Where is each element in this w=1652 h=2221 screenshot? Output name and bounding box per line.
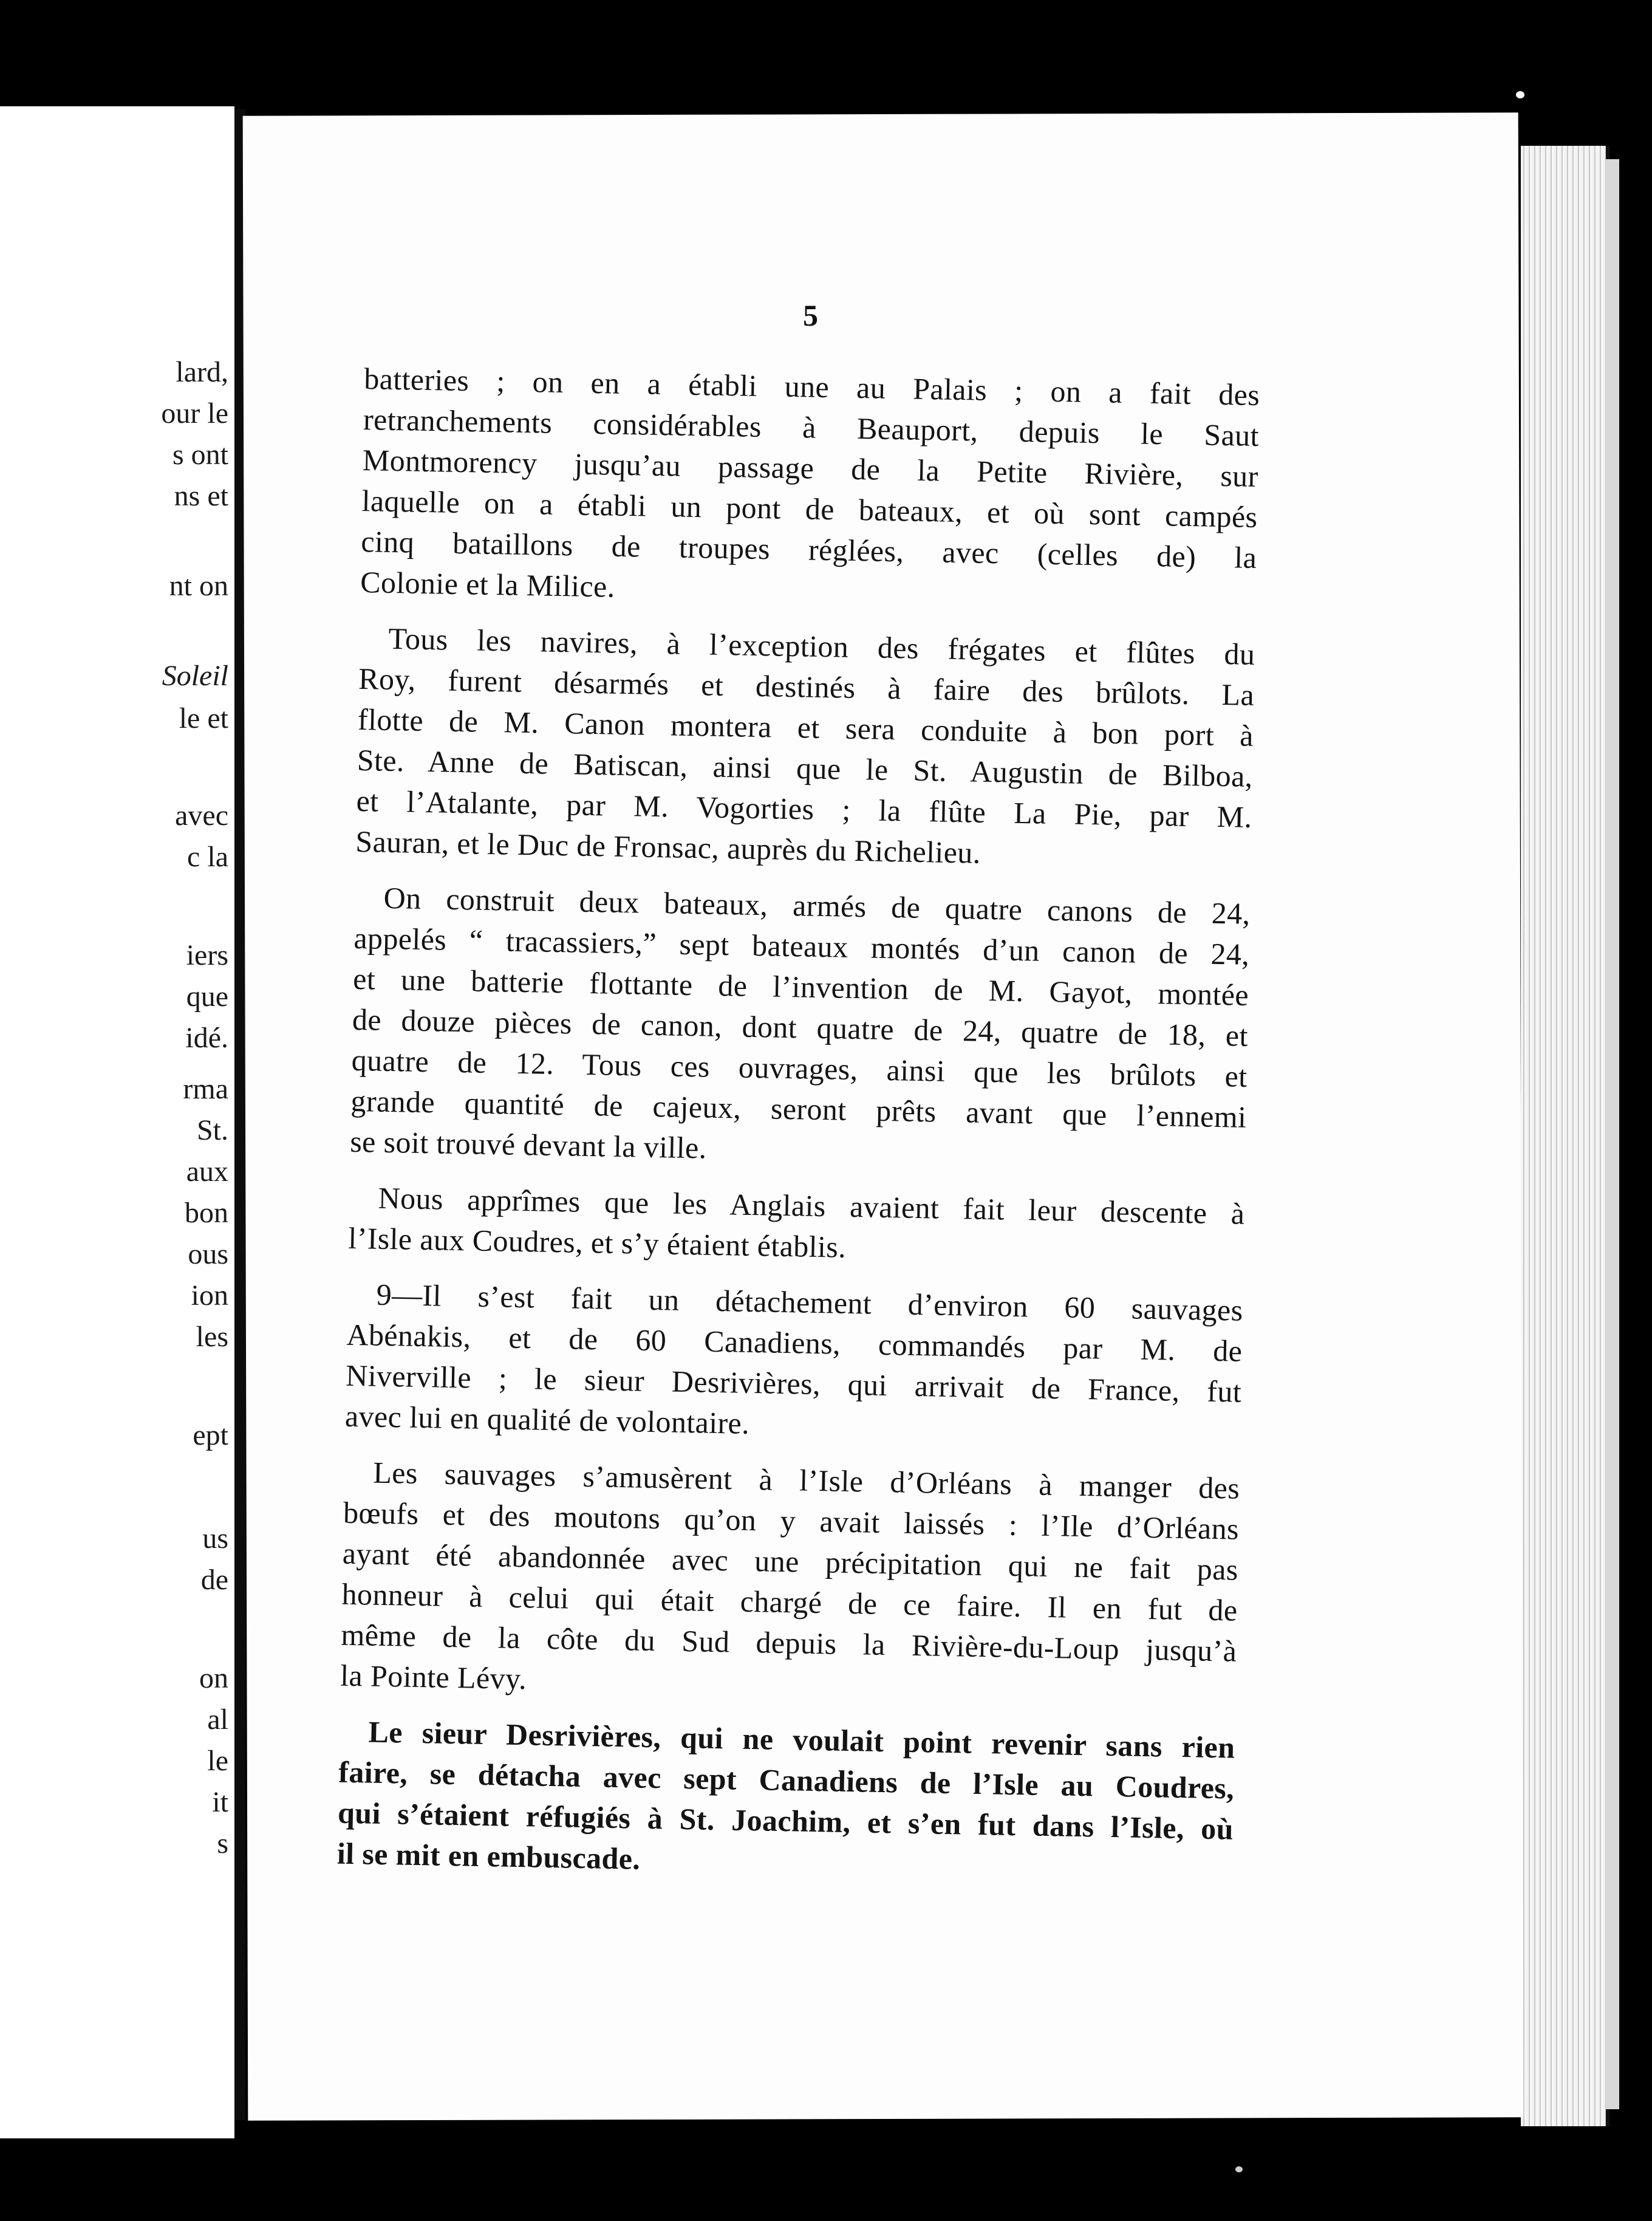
text-line: flotte de M. Canon montera et sera conduite à bon port à — [357, 702, 1254, 753]
left-fragment: aux — [186, 1155, 228, 1188]
text-line: Niverville ; le sieur Desrivières, qui arrivait de France, fut — [345, 1358, 1242, 1409]
text-line: On construit deux bateaux, armés de quatre canons de 24, — [383, 880, 1251, 931]
text-line: batteries ; on en a établi une au Palais ; on a fait des — [363, 361, 1260, 412]
text-line: même de la côte du Sud depuis la Rivière-du-Loup jusqu’à — [340, 1617, 1237, 1668]
text-line: Colonie et la Milice. — [360, 564, 616, 604]
left-fragment: on — [199, 1662, 228, 1694]
scan-speck — [1235, 2166, 1243, 2172]
left-fragment: s — [217, 1827, 228, 1860]
text-line: faire, se détacha avec sept Canadiens de l’Isle au Coudres, — [338, 1754, 1235, 1805]
text-line: avec lui en qualité de volontaire. — [344, 1398, 750, 1440]
paragraph — [355, 618, 1255, 878]
text-line: cinq bataillons de troupes réglées, avec (celles de) la — [360, 524, 1257, 575]
left-fragment: s ont — [172, 439, 228, 471]
text-line: 9—Il s’est fait un détachement d’environ 60 sauvages — [376, 1277, 1244, 1327]
text-line: de douze pièces de canon, dont quatre de 24, quatre de 18, et — [352, 1002, 1249, 1053]
text-line: Abénakis, et de 60 Canadiens, commandés par M. de — [346, 1317, 1243, 1368]
page-edge-shadow — [1606, 159, 1619, 2109]
text-line: Le sieur Desrivières, qui ne voulait point revenir sans rien — [368, 1714, 1235, 1765]
left-fragment: Soleil — [162, 660, 228, 692]
text-line: Montmorency jusqu’au passage de la Petite Rivière, sur — [362, 442, 1259, 493]
left-fragment: St. — [196, 1114, 228, 1146]
paragraph — [360, 358, 1260, 619]
left-fragment: ept — [193, 1419, 228, 1451]
paragraph — [340, 1452, 1240, 1713]
left-fragment: le — [207, 1745, 228, 1777]
left-fragment: que — [186, 980, 228, 1013]
text-line: se soit trouvé devant la ville. — [349, 1124, 708, 1165]
text-line: l’Isle aux Coudres, et s’y étaient établis. — [347, 1220, 847, 1264]
scan-speck — [1516, 91, 1524, 98]
left-fragment: it — [212, 1786, 228, 1818]
left-fragment: le et — [179, 702, 228, 734]
text-line: appelés “ tracassiers,” sept bateaux montés d’un canon de 24, — [353, 920, 1250, 971]
text-line: il se mit en embuscade. — [336, 1836, 641, 1876]
left-fragment: bon — [185, 1197, 228, 1229]
text-line: quatre de 12. Tous ces ouvrages, ainsi que les brûlots et — [351, 1042, 1248, 1093]
left-fragment: ns et — [174, 480, 228, 512]
paragraph — [350, 877, 1251, 1179]
left-fragment: de — [200, 1564, 228, 1596]
text-line: Les sauvages s’amusèrent à l’Isle d’Orléans à manger des — [372, 1455, 1240, 1505]
text-line: Nous apprîmes que les Anglais avaient fait leur descente à — [378, 1180, 1245, 1231]
text-line: qui s’étaient réfugiés à St. Joachim, et s’en fut dans l’Isle, où — [337, 1795, 1234, 1846]
left-facing-page — [0, 106, 234, 2138]
text-line: et l’Atalante, par M. Vogorties ; la flûte La Pie, par M. — [356, 783, 1252, 834]
text-line: Sauran, et le Duc de Fronsac, auprès du Richelieu. — [355, 824, 981, 870]
text-line: ayant été abandonnée avec une précipitation qui ne fait pas — [342, 1536, 1239, 1587]
left-fragment: rma — [183, 1073, 228, 1105]
text-line: bœufs et des moutons qu’on y avait laissés : l’Ile d’Orléans — [343, 1495, 1240, 1546]
text-line: honneur à celui qui était chargé de ce faire. Il en fut de — [341, 1576, 1238, 1627]
text-line: grande quantité de cajeux, seront prêts avant que l’ennemi — [350, 1083, 1247, 1134]
page-number: 5 — [803, 298, 818, 332]
paragraph — [348, 1177, 1245, 1275]
paragraph — [336, 1711, 1235, 1891]
text-line: retranchements considérables à Beauport, depuis le Saut — [363, 402, 1260, 453]
left-fragment: avec — [175, 799, 228, 832]
text-line: Ste. Anne de Batiscan, ainsi que le St. Augustin de Bilboa, — [357, 742, 1254, 793]
left-fragment: al — [207, 1703, 228, 1736]
left-fragment: ion — [191, 1279, 228, 1312]
left-fragment: c la — [187, 841, 228, 873]
page-body-text — [336, 358, 1260, 1906]
left-fragment: idé. — [185, 1022, 228, 1054]
left-fragment: iers — [186, 939, 228, 971]
text-line: la Pointe Lévy. — [340, 1658, 527, 1696]
text-line: Roy, furent désarmés et destinés à faire des brûlots. La — [358, 661, 1255, 712]
page-edge-stack — [1521, 146, 1609, 2126]
text-line: laquelle on a établi un pont de bateaux, et où sont campés — [361, 483, 1258, 534]
left-fragment: us — [202, 1522, 228, 1555]
text-line: et une batterie flottante de l’invention de M. Gayot, montée — [352, 961, 1249, 1012]
left-fragment: lard, — [176, 356, 228, 388]
paragraph — [344, 1274, 1243, 1453]
left-fragment: les — [196, 1321, 228, 1353]
left-fragment: our le — [161, 397, 228, 429]
left-fragment: ous — [188, 1238, 228, 1270]
text-line: Tous les navires, à l’exception des frégates et flûtes du — [388, 621, 1255, 671]
left-fragment: nt on — [169, 570, 228, 602]
